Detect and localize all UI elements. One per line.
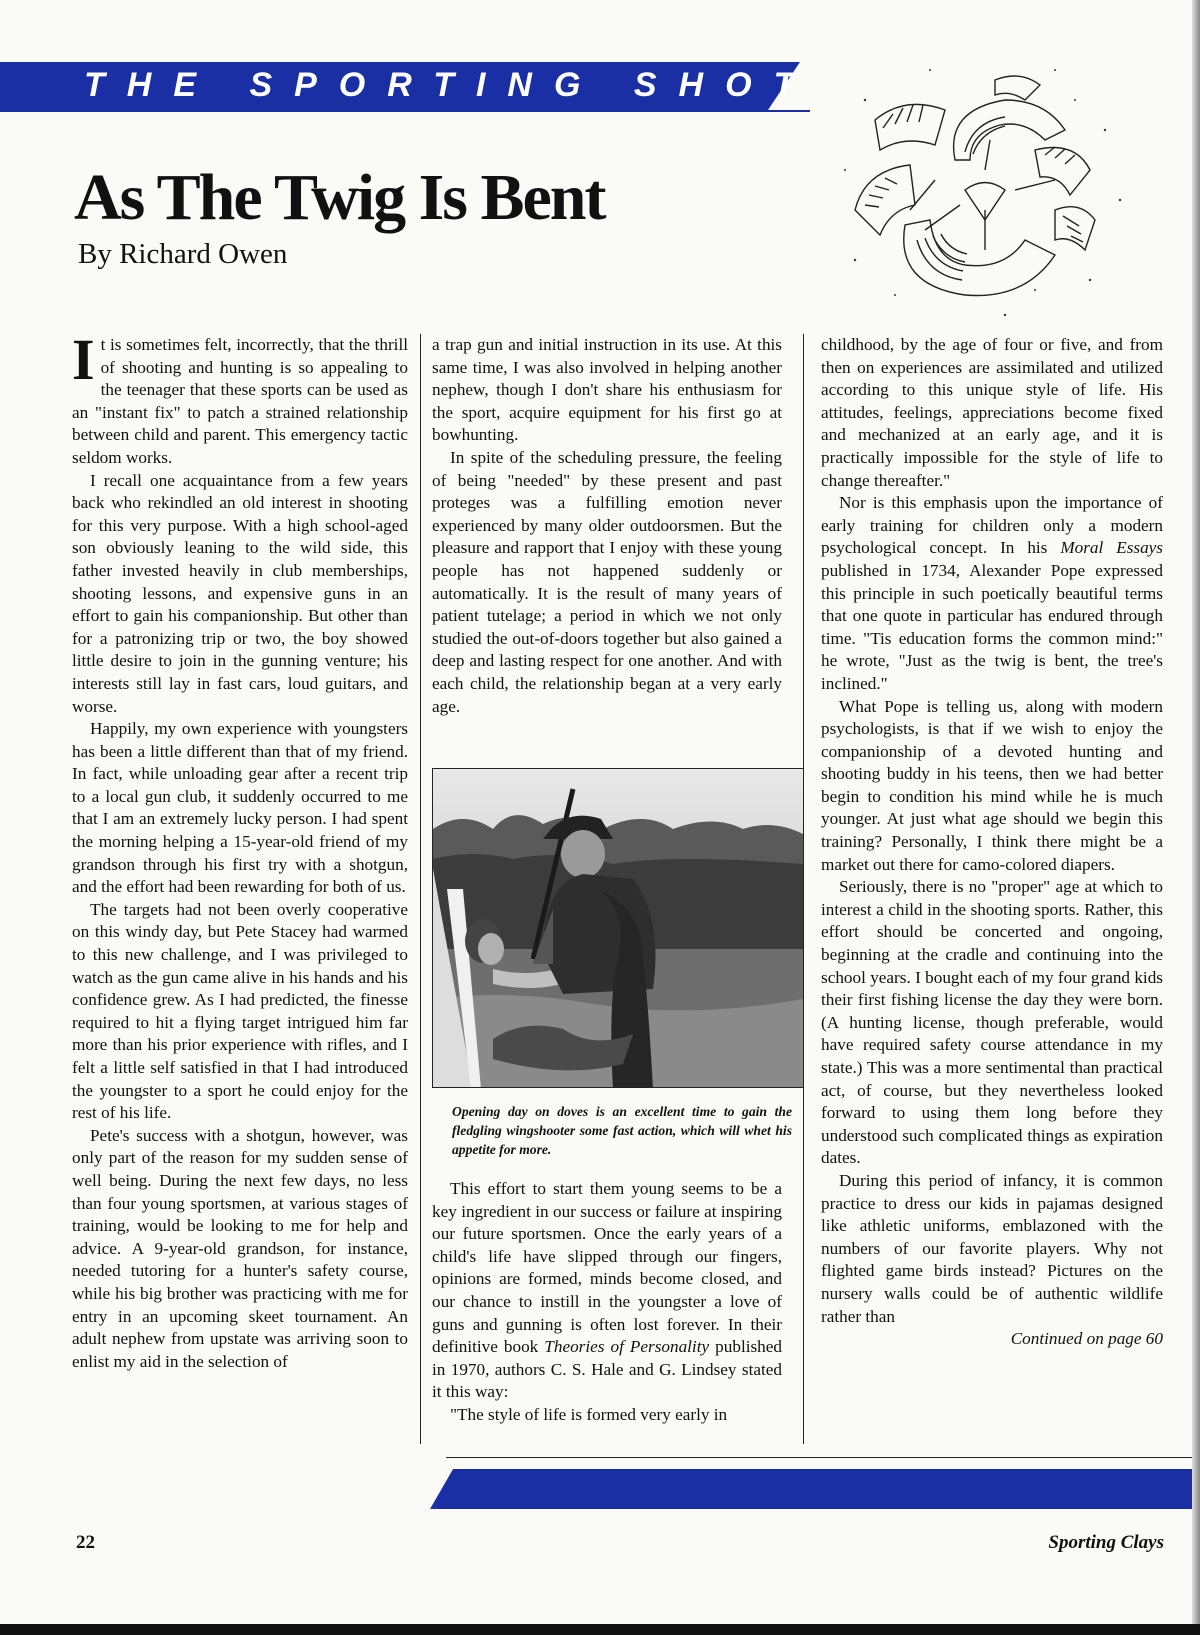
drop-cap: I <box>72 327 95 392</box>
article-column-1 <box>72 327 408 1373</box>
paragraph: Seriously, there is no "proper" age at which to interest a child in the shooting sports. Rather, this effort should be concerted and ongoing, beginning at the cradle and continuing into the school years. I bought each of my four grand kids their first fishing license the day they were born. (A hunting license, though preferable, would have required safety course attendance in my state.) This was a more sentimental than practical act, of course, but they nevertheless looked forward to using them long before they understood such complicated things as expiration dates. <box>821 877 1163 1168</box>
scan-edge <box>0 1624 1200 1635</box>
paragraph: Nor is this emphasis upon the importance of early training for children only a modern psychological concept. In his Moral Essays published in 1734, Alexander Pope expressed this principle in such poetically beautiful terms that one quote in particular has endured through time. "Tis education forms the common mind:" he wrote, "Just as the twig is bent, the tree's inclined." <box>821 493 1163 693</box>
paragraph: I recall one acquaintance from a few years back who rekindled an old interest in shooting for this very purpose. With a high school-aged son obviously leaning to the wild side, this father invested heavily in club memberships, shooting lessons, and expensive guns in an effort to gain his companionship. But other than for a patronizing trip or two, the boy showed little desire to join in the gunning venture; his interests still lay in fast cars, loud guitars, and worse. <box>72 470 408 716</box>
paragraph: childhood, by the age of four or five, and from then on experiences are assimilated and utilized according to this unique style of life. His attitudes, feelings, appreciations become fixed and mechanized at an early age, and it is practically impossible for the style of life to change thereafter." <box>821 335 1163 490</box>
continued-note: Continued on page 60 <box>1010 1329 1163 1349</box>
page-number: 22 <box>76 1532 95 1553</box>
magazine-name: Sporting Clays <box>1048 1532 1164 1553</box>
paragraph: Pete's success with a shotgun, however, was only part of the reason for my sudden sense of well being. During the next few days, no less than four young sportsmen, at various stages of training, would be looking to me for help and advice. A 9-year-old grandson, for instance, needed tutoring for a hunter's safety course, while his big brother was practicing with me for entry in an upcoming skeet tournament. An adult nephew from upstate was arriving soon to enlist my aid in the selection of <box>72 1125 408 1371</box>
photo-image <box>433 769 803 1087</box>
article-photo <box>432 768 804 1088</box>
paragraph: In spite of the scheduling pressure, the feeling of being "needed" by these present and past proteges was a fulfilling emotion never experienced by many older outdoorsmen. But the pleasure and rapport that I enjoy with these young people has not happened suddenly or automatically. It is the result of many years of patient tutelage; a period in which we not only studied the out-of-doors together but also gained a deep and lasting respect for one another. And with each child, the relationship began at a very early age. <box>432 447 782 716</box>
section-banner-text: THE SPORTING SHOT <box>84 66 817 104</box>
paragraph: The targets had not been overly cooperative on this windy day, but Pete Stacey had warmed to this new challenge, and I was privileged to watch as the gun came alive in his hands and his confidence grew. As I had predicted, the finesse required to hit a flying target intrigued him far more than his prior experience with rifles, and I felt a little self satisfied in that I had introduced the youngster to a sport he could enjoy for the rest of his life. <box>72 899 408 1123</box>
column-rule <box>420 334 421 1444</box>
article-title: As The Twig Is Bent <box>74 161 605 234</box>
article-column-3 <box>821 334 1163 1351</box>
paragraph: Happily, my own experience with youngsters has been a little different than that of my friend. In fact, while unloading gear after a recent trip to a local gun club, it suddenly occurred to me that I am an extremely lucky person. I had spent the morning helping a 15-year-old friend of my grandson through his first try with a shotgun, and the effort had been rewarding for both of us. <box>72 719 408 897</box>
article-column-2-continued <box>432 1178 782 1427</box>
paragraph: This effort to start them young seems to be a key ingredient in our success or failure at inspiring our future sportsmen. Once the early years of a child's life have slipped through our fingers, opinions are formed, minds become closed, and our chance to instill in the youngster a love of guns and gunning is often lost forever. In their definitive book Theories of Personality published in 1970, authors C. S. Hale and G. Lindsey stated it this way: <box>432 1179 782 1402</box>
banner-rule <box>0 110 810 112</box>
shattered-clay-illustration <box>835 40 1135 325</box>
paragraph: "The style of life is formed very early in <box>450 1404 728 1424</box>
bottom-rule <box>446 1457 1200 1458</box>
article-column-2 <box>432 334 782 718</box>
bottom-banner <box>430 1469 1200 1509</box>
photo-caption: Opening day on doves is an excellent time to gain the fledgling wingshooter some fast action, which will whet his appetite for more. <box>452 1104 792 1157</box>
paragraph: What Pope is telling us, along with modern psychologists, is that if we wish to enjoy the companionship of a devoted hunting and shooting buddy in his teens, then we had better begin to condition his mind while he is much younger. At just what age should we begin this training? Personally, I think there might be a market out there for camo-colored diapers. <box>821 696 1163 874</box>
page-edge <box>1192 0 1200 1624</box>
book-title: Theories of Personality <box>544 1337 710 1357</box>
essay-title: Moral Essays <box>1060 538 1163 558</box>
paragraph: It is sometimes felt, incorrectly, that the thrill of shooting and hunting is so appealing to the teenager that these sports can be used as an "instant fix" to patch a strained relationship between child and parent. This emergency tactic seldom works. <box>72 327 408 467</box>
article-byline: By Richard Owen <box>78 238 288 270</box>
paragraph: During this period of infancy, it is common practice to dress our kids in pajamas designed like athletic uniforms, emblazoned with the numbers of our favorite players. Why not flighted game birds instead? Pictures on the nursery walls could be of authentic wildlife rather than <box>821 1170 1163 1326</box>
paragraph: a trap gun and initial instruction in its use. At this same time, I was also involved in helping another nephew, though I don't share his enthusiasm for the sport, acquire equipment for his first go at bowhunting. <box>432 335 782 445</box>
